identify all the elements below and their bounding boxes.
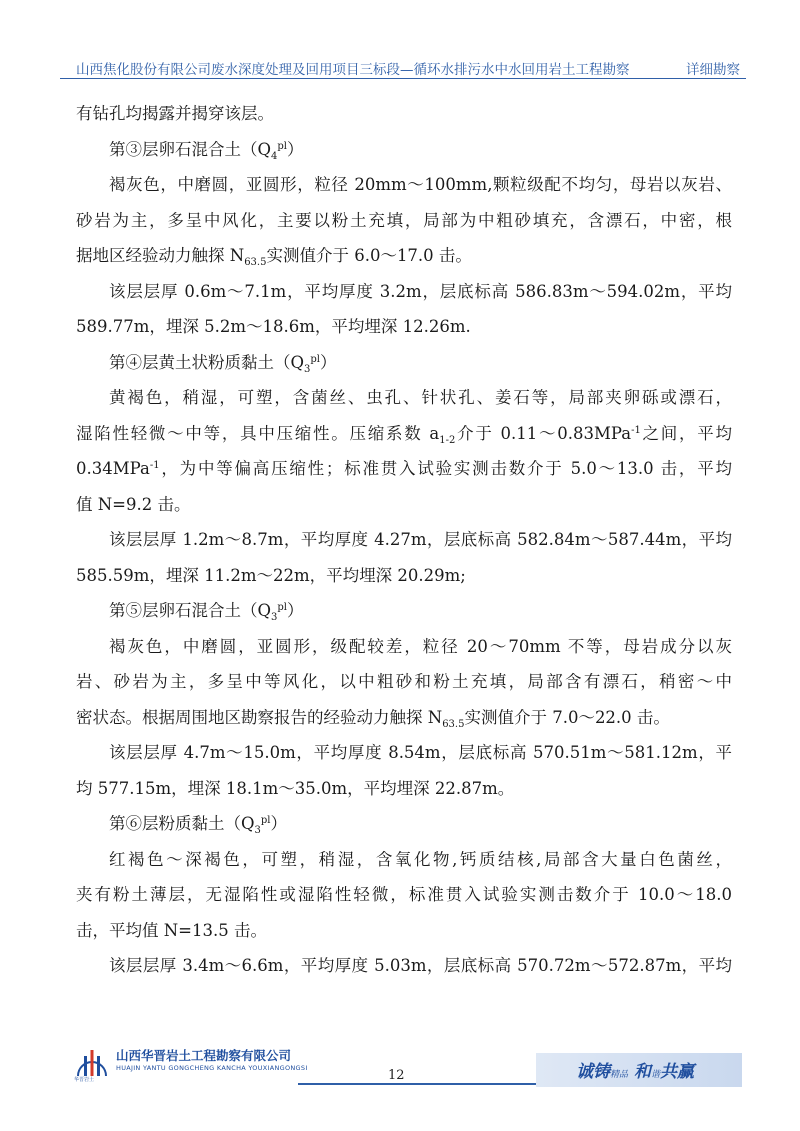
text-line — [76, 842, 732, 878]
text-line — [76, 274, 732, 310]
text-line — [76, 96, 732, 132]
line-text: 褐灰色，中磨圆，亚圆形，粒径 20mm～100mm,颗粒级配不均匀，母岩以灰岩、 — [109, 175, 732, 194]
text-line — [76, 735, 732, 771]
text-line — [76, 913, 732, 949]
line-text: ） — [287, 139, 304, 159]
text-line — [76, 309, 732, 345]
subscript: 63.5 — [244, 257, 267, 268]
subscript: 3 — [271, 612, 278, 623]
superscript: pl — [310, 353, 321, 365]
line-text: 黄褐色，稍湿，可塑，含菌丝、虫孔、针状孔、姜石等，局部夹卵砾或漂石， — [109, 388, 732, 407]
subscript: 1-2 — [439, 434, 456, 446]
line-text: 密状态。根据周围地区勘察报告的经验动力触探 N — [76, 707, 443, 727]
text-line — [76, 700, 732, 736]
line-text: 之间，平均 — [640, 423, 732, 443]
text-line — [76, 203, 732, 239]
company-logo — [74, 1042, 308, 1086]
line-text: 该层层厚 0.6m～7.1m，平均厚度 3.2m，层底标高 586.83m～594.02m，平均 — [109, 281, 732, 301]
slogan-banner — [536, 1053, 742, 1087]
line-text: 击，平均值 N=13.5 击。 — [76, 920, 267, 940]
text-line — [76, 380, 732, 416]
subscript: 3 — [254, 825, 261, 836]
text-line — [76, 877, 732, 913]
line-text: 砂岩为主，多呈中风化，主要以粉土充填，局部为中粗砂填充，含漂石，中密，根 — [76, 210, 732, 230]
slogan-part: 诚铸 — [576, 1062, 610, 1082]
page-header — [60, 56, 746, 79]
line-text: 第④层黄土状粉质黏土（Q — [109, 352, 305, 372]
text-line — [76, 629, 732, 665]
line-text: 红褐色～深褐色，可塑，稍湿，含氧化物,钙质结核,局部含大量白色菌丝， — [109, 849, 732, 869]
line-text: 据地区经验动力触探 N — [76, 246, 245, 265]
line-text: 585.59m，埋深 11.2m～22m，平均埋深 20.29m; — [76, 565, 466, 585]
line-text: 值 N=9.2 击。 — [76, 494, 191, 514]
text-line — [76, 948, 732, 984]
text-line — [76, 238, 732, 274]
layer-heading — [76, 345, 732, 381]
layer-heading — [76, 593, 732, 629]
line-text: 第⑤层卵石混合土（Q — [109, 601, 272, 620]
header-title: 山西焦化股份有限公司废水深度处理及回用项目三标段—循环水排污水中水回用岩土工程勘察 — [76, 62, 630, 78]
line-text: 有钻孔均揭露并揭穿该层。 — [76, 104, 274, 123]
line-text: 实测值介于 7.0～22.0 击。 — [464, 707, 670, 727]
layer-heading — [76, 132, 732, 168]
slogan-part: 共赢 — [659, 1062, 694, 1082]
body-text — [76, 96, 732, 984]
subscript: 4 — [271, 150, 278, 162]
subscript: 63.5 — [442, 718, 465, 730]
line-text: 第③层卵石混合土（Q — [109, 139, 272, 159]
superscript: -1 — [149, 460, 160, 471]
company-name-en: HUAJIN YANTU GONGCHENG KANCHA YOUXIANGONGSI — [116, 1064, 308, 1072]
line-text: 岩、砂岩为主，多呈中等风化，以中粗砂和粉土充填，局部含有漂石，稍密～中 — [76, 672, 732, 691]
line-text: ，为中等偏高压缩性；标准贯入试验实测击数介于 5.0～13.0 击，平均 — [159, 459, 732, 478]
line-text: 夹有粉土薄层，无湿陷性或湿陷性轻微，标准贯入试验实测击数介于 10.0～18.0 — [76, 885, 732, 904]
line-text: 褐灰色，中磨圆，亚圆形，级配较差，粒径 20～70mm 不等，母岩成分以灰 — [109, 636, 732, 656]
slogan-part: 和 — [633, 1062, 651, 1082]
slogan-part: 精品 — [610, 1070, 629, 1080]
page-number: 12 — [388, 1068, 405, 1083]
line-text: ） — [320, 352, 337, 372]
text-line — [76, 771, 732, 807]
header-tag: 详细勘察 — [686, 62, 740, 78]
superscript: pl — [277, 140, 288, 152]
text-line — [76, 522, 732, 558]
line-text: 该层层厚 4.7m～15.0m，平均厚度 8.54m，层底标高 570.51m～581.12m，平 — [109, 743, 732, 762]
line-text: 该层层厚 3.4m～6.6m，平均厚度 5.03m，层底标高 570.72m～572.87m，平均 — [109, 956, 732, 975]
line-text: ） — [287, 601, 304, 620]
layer-heading — [76, 806, 732, 842]
superscript: -1 — [631, 424, 641, 436]
superscript: pl — [277, 602, 288, 613]
line-text: 第⑥层粉质黏土（Q — [109, 814, 255, 833]
text-line — [76, 167, 732, 203]
superscript: pl — [260, 815, 271, 826]
line-text: 该层层厚 1.2m～8.7m，平均厚度 4.27m，层底标高 582.84m～587.44m，平均 — [109, 530, 732, 549]
text-line — [76, 487, 732, 523]
slogan — [576, 1057, 694, 1082]
line-text: 湿陷性轻微～中等，具中压缩性。压缩系数 a — [76, 423, 440, 443]
line-text: 介于 0.11～0.83MPa — [455, 423, 632, 443]
text-line — [76, 558, 732, 594]
slogan-part: 谐 — [650, 1070, 660, 1080]
line-text: ） — [270, 814, 288, 833]
subscript: 3 — [304, 363, 311, 375]
line-text: 均 577.15m，埋深 18.1m～35.0m，平均埋深 22.87m。 — [76, 778, 515, 798]
text-line — [76, 416, 732, 452]
company-name-cn: 山西华晋岩土工程勘察有限公司 — [116, 1048, 292, 1063]
footer-divider — [298, 1083, 536, 1085]
line-text: 0.34MPa — [76, 459, 150, 478]
line-text: 589.77m，埋深 5.2m～18.6m，平均埋深 12.26m. — [76, 317, 471, 336]
logo-mini-text: 华晋岩土 — [74, 1077, 95, 1083]
line-text: 实测值介于 6.0～17.0 击。 — [266, 246, 472, 265]
text-line — [76, 664, 732, 700]
text-line — [76, 451, 732, 487]
